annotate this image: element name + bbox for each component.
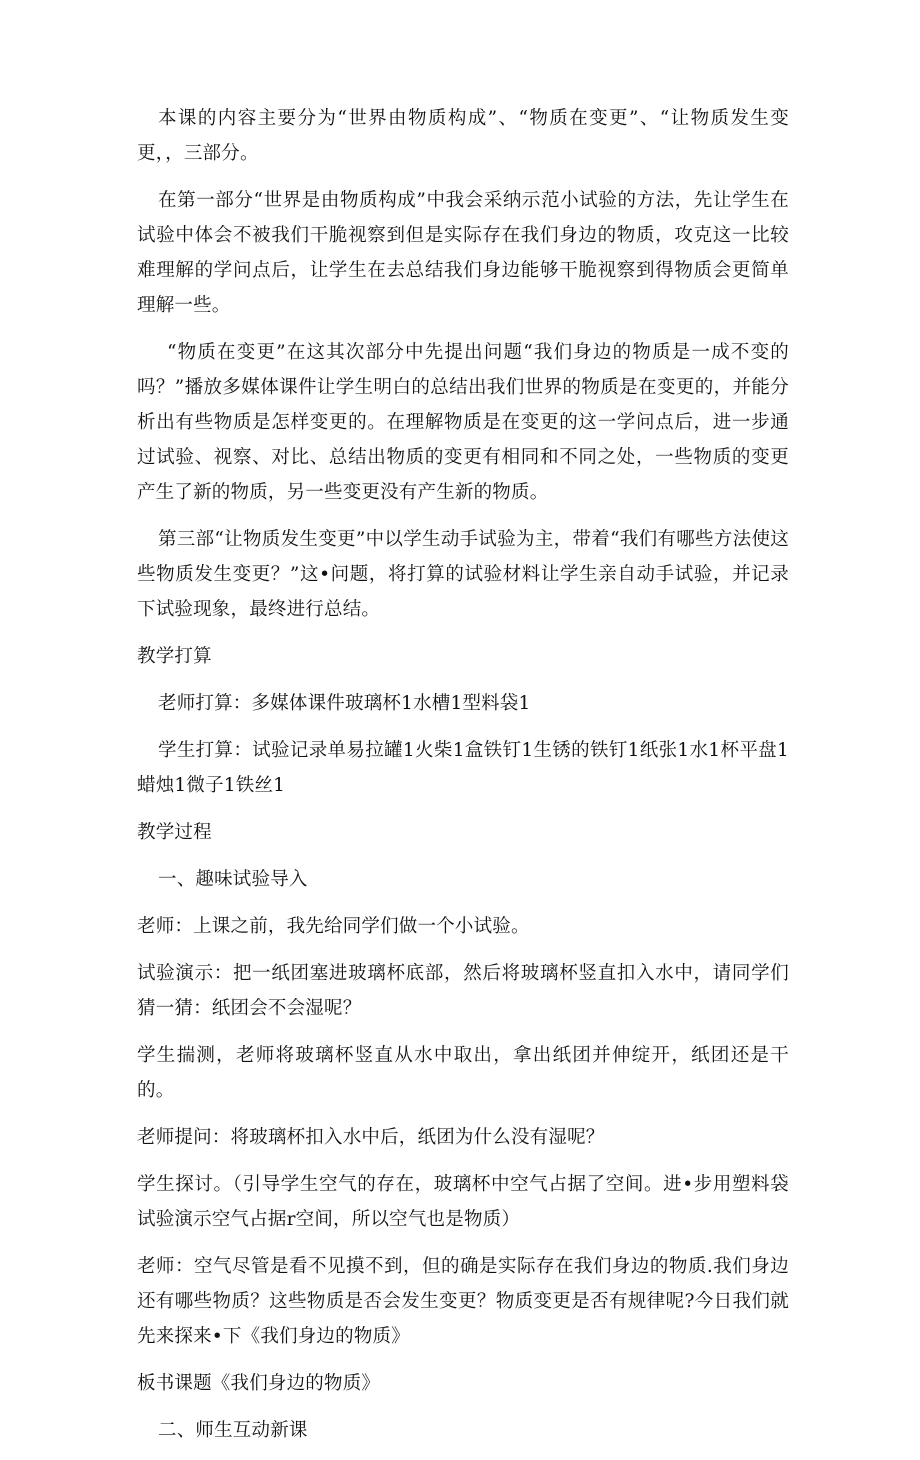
step-one-heading: 一、趣味试验导入 [158,869,308,890]
student-preparation: 学生打算：试验记录单易拉罐1火柴1盒铁钉1生锈的铁钉1纸张1水1杯平盘1蜡烛1微子1铁丝1 [137,740,789,796]
student-guess: 学生揣测，老师将玻璃杯竖直从水中取出，拿出纸团并伸绽开，纸团还是干的。 [137,1045,789,1101]
demo-description: 试验演示：把一纸团塞进玻璃杯底部，然后将玻璃杯竖直扣入水中，请同学们猜一猜：纸团会不会湿呢？ [137,963,789,1019]
section-heading-preparation: 教学打算 [137,646,212,667]
teacher-preparation: 老师打算：多媒体课件玻璃杯1水槽1型料袋1 [158,693,531,714]
part-three-paragraph: 第三部“让物质发生变更”中以学生动手试验为主，带着“我们有哪些方法使这些物质发生变更？”这•问题，将打算的试验材料让学生亲自动手试验，并记录下试验现象，最终进行总结。 [137,529,789,620]
document-body [137,101,789,1460]
section-heading-process: 教学过程 [137,822,212,843]
step-two-heading: 二、师生互动新课 [158,1420,308,1441]
intro-paragraph: 本课的内容主要分为“世界由物质构成”、“物质在变更”、“让物质发生变更，，三部分。 [137,108,789,164]
student-discussion: 学生探讨。（引导学生空气的存在，玻璃杯中空气占据了空间。进•步用塑料袋试验演示空气占据r空间，所以空气也是物质） [137,1174,789,1230]
board-title: 板书课题《我们身边的物质》 [137,1373,381,1394]
part-two-paragraph: “物质在变更”在这其次部分中先提出问题“我们身边的物质是一成不变的吗？”播放多媒体课件让学生明白的总结出我们世界的物质是在变更的，并能分析出有些物质是怎样变更的。在理解物质是在变更的这一学问点后，进一步通过试验、视察、对比、总结出物质的变更有相同和不同之处，一些物质的变更产生了新的物质，另一些变更没有产生新的物质。 [137,342,789,503]
teacher-line-1: 老师：上课之前，我先给同学们做一个小试验。 [137,916,530,937]
teacher-question: 老师提问：将玻璃杯扣入水中后，纸团为什么没有湿呢？ [137,1127,605,1148]
part-one-paragraph: 在第一部分“世界是由物质构成”中我会采纳示范小试验的方法，先让学生在试验中体会不被我们干脆视察到但是实际存在我们身边的物质，攻克这一比较难理解的学问点后，让学生在去总结我们身边能够干脆视察到得物质会更简单理解一些。 [137,190,789,316]
teacher-line-2: 老师：空气尽管是看不见摸不到，但的确是实际存在我们身边的物质.我们身边还有哪些物质？这些物质是否会发生变更？物质变更是否有规律呢?今日我们就先来探来•下《我们身边的物质》 [137,1256,789,1347]
